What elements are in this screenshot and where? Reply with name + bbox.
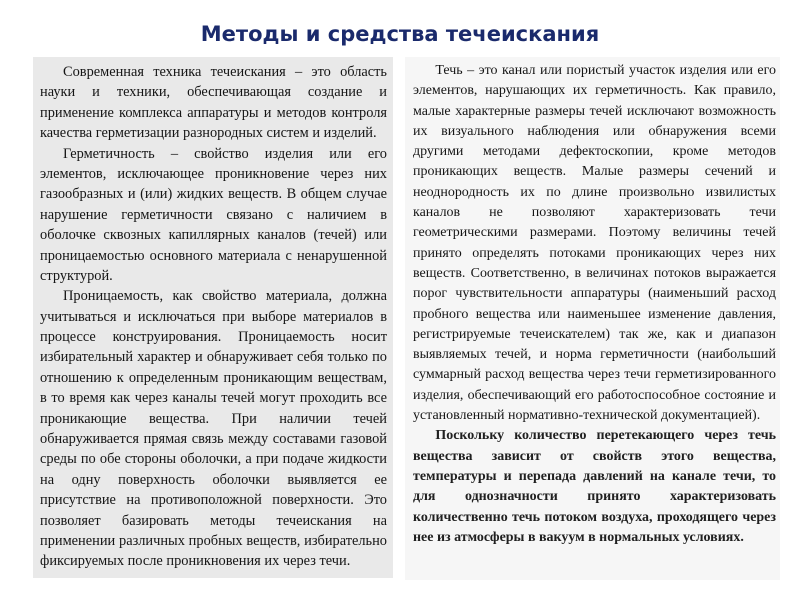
right-paragraph-2: Поскольку количество перетекающего через течь вещества зависит от свойств этого вещества, температуры и перепада давлений на канале течи, то для однозначности принято характеризовать количественно течь потоком воздуха, проходящего через нее из атмосферы в вакуум в нормальных условиях.: [413, 428, 776, 545]
slide-title: Методы и средства течеискания: [200, 22, 600, 46]
right-paragraph-1: Течь – это канал или пористый участок изделия или его элементов, нарушающих их герметичность. Как правило, малые характерные размеры течей исключают возможность их визуального наблюдения или обнаружения всеми другими методами дефектоскопии, кроме методов проникающих веществ. Малые размеры сечений и неоднородность их по длине произвольно извилистых каналов не позволяют характеризовать течи геометрическими размерами. Поэтому величины течей принято определять потоками проникающих через них веществ. Соответственно, в величинах потоков выражается порог чувствительности аппаратуры (наименьший расход пробного вещества или наименьшее изменение давления, регистрируемые течеискателем) так же, как и диапазон выявляемых течей, и норма герметичности (наибольший суммарный расход вещества через течи герметизированного изделия, обеспечивающий его работоспособное состояние и установленный нормативно-технической документацией).: [413, 63, 776, 424]
left-paragraph-3: Проницаемость, как свойство материала, должна учитываться и исключаться при выборе материалов в процессе конструирования. Проницаемость носит избирательный характер и обнаруживает себя только по отношению к определенным проникающим веществам, в то время как через каналы течей могут проходить все проникающие вещества. При наличии течей обнаруживается прямая связь между составами газовой среды по обе стороны оболочки, а при подаче жидкости на одну поверхность оболочки выявляется ее присутствие на противоположной поверхности. Это позволяет базировать методы течеискания на применении различных пробных веществ, избирательно фиксируемых после проникновения их через течи.: [40, 288, 387, 570]
right-text-scan: [405, 57, 780, 580]
left-paragraph-2: Герметичность – свойство изделия или его элементов, исключающее проникновение через них газообразных и (или) жидких веществ. В общем случае нарушение герметичности связано с наличием в оболочке сквозных капиллярных каналов (течей) или проницаемостью основного материала с ненарушенной структурой.: [40, 145, 387, 284]
left-text-scan: [33, 57, 393, 578]
left-paragraph-1: Современная техника течеискания – это область науки и техники, обеспечивающая создание и применение комплекса аппаратуры и методов контроля качества герметизации разнородных систем и изделий.: [40, 64, 387, 142]
